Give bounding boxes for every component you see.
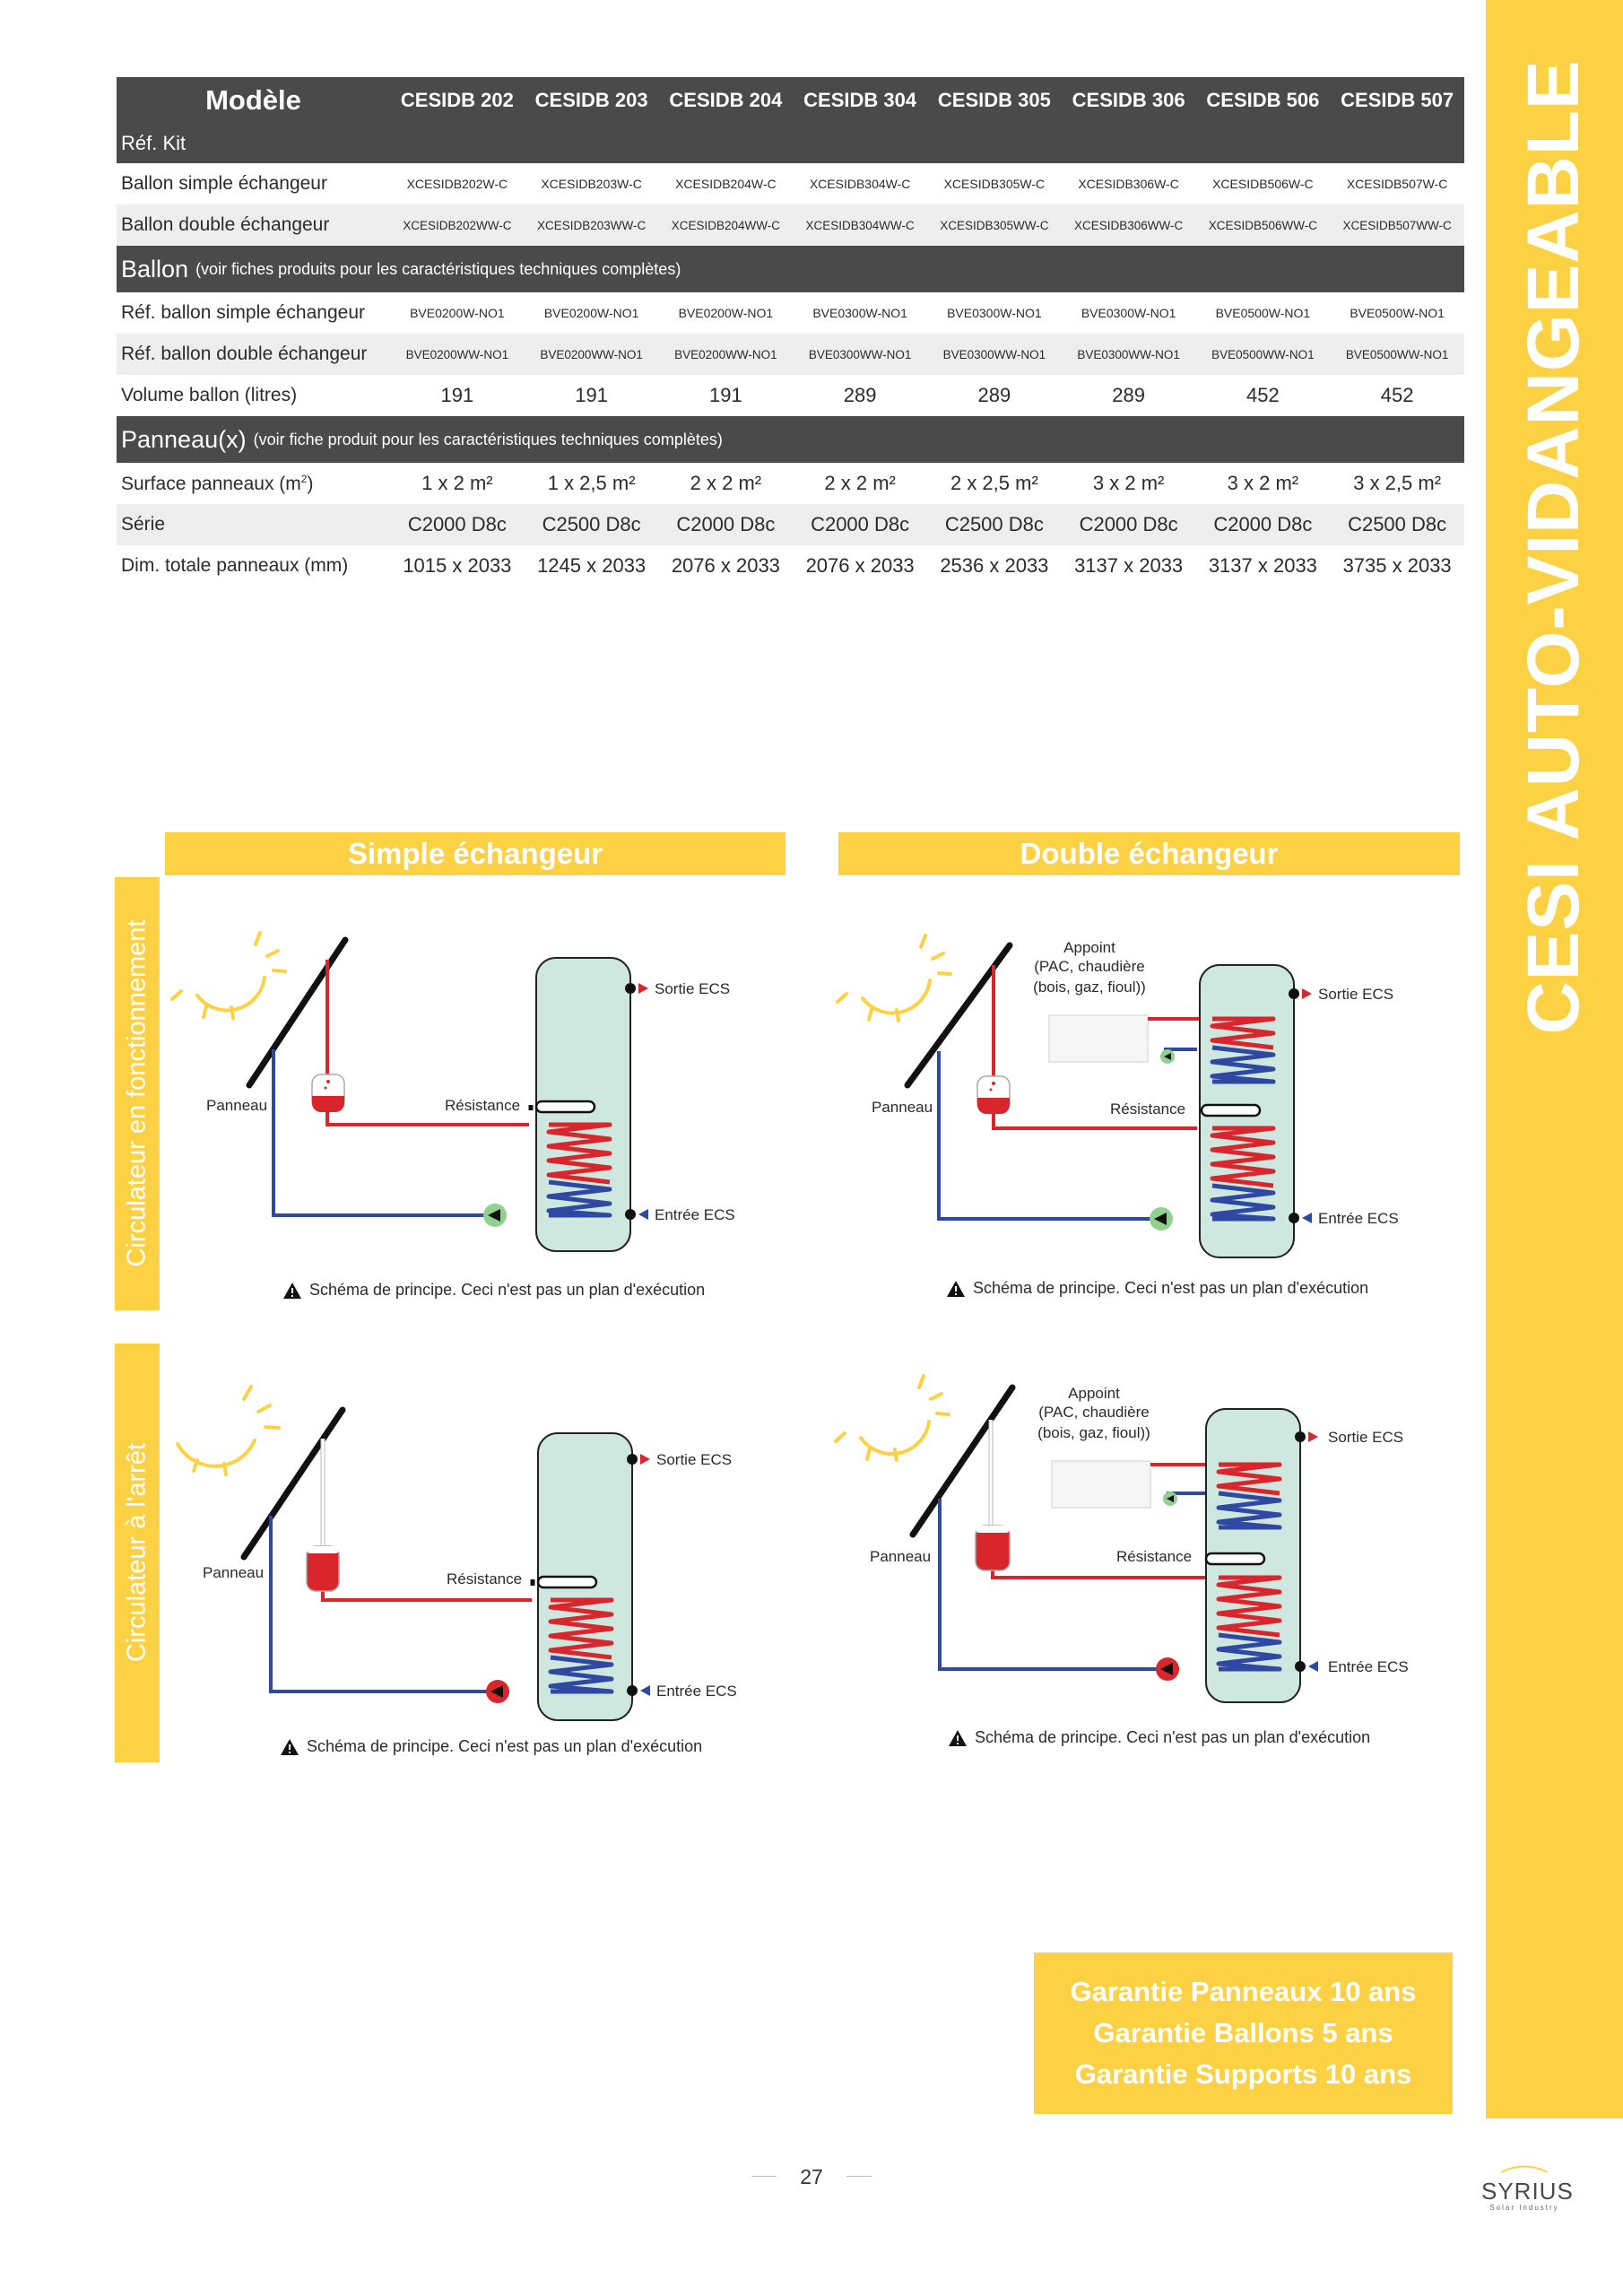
- model-header: CESIDB 203: [534, 89, 648, 111]
- schema-note: [282, 1281, 705, 1300]
- row-label: Ballon double échangeur: [121, 214, 330, 235]
- table-cell: 3137 x 2033: [1074, 554, 1184, 577]
- table-cell: XCESIDB304WW-C: [805, 218, 915, 232]
- table-cell: BVE0200W-NO1: [543, 306, 639, 320]
- table-cell: XCESIDB306WW-C: [1073, 218, 1184, 232]
- table-cell: 452: [1380, 384, 1414, 406]
- sortie-ecs-label: Sortie ECS: [655, 980, 731, 997]
- schema-note: [948, 1728, 1370, 1747]
- brand-sub: Solar Industry: [1489, 2204, 1559, 2212]
- panneau-section-note: (voir fiche produit pour les caractéristiques techniques complètes): [253, 430, 723, 448]
- table-cell: 2 x 2,5 m²: [950, 472, 1038, 494]
- hot-pipe: [323, 1589, 532, 1600]
- header-label: Modèle: [205, 84, 301, 116]
- row-label-main: Surface panneaux (m: [121, 473, 301, 494]
- table-row: [117, 463, 1464, 504]
- table-cell: BVE0500WW-NO1: [1211, 347, 1315, 361]
- ref-kit-label: Réf. Kit: [121, 132, 187, 154]
- resistance-element: [536, 1101, 595, 1112]
- table-row: [117, 545, 1464, 587]
- sun-icon: [178, 1387, 279, 1474]
- table-row: [117, 504, 1464, 545]
- table-cell: XCESIDB306W-C: [1078, 177, 1179, 191]
- stopped-label: Circulateur à l'arrêt: [122, 1442, 152, 1663]
- solar-panel: [244, 1410, 343, 1557]
- ref-kit-row: [117, 124, 1464, 163]
- resistance-element: [538, 1577, 596, 1587]
- table-cell: 191: [440, 384, 474, 406]
- resistance-label: Résistance: [447, 1570, 523, 1587]
- table-cell: BVE0500W-NO1: [1215, 306, 1311, 320]
- page-number-line-right: [846, 2176, 872, 2177]
- row-label: [117, 473, 390, 495]
- solar-panel: [913, 1387, 1012, 1535]
- resistance-element: [1202, 1105, 1260, 1116]
- table-cell: BVE0300W-NO1: [812, 306, 907, 320]
- panneau-label: Panneau: [872, 1099, 933, 1116]
- row-label-end: ): [307, 473, 314, 494]
- brand-logo: [1481, 2161, 1574, 2212]
- table-cell: XCESIDB202W-C: [406, 177, 508, 191]
- table-row: [117, 375, 1464, 416]
- appoint-boiler: [1052, 1461, 1150, 1508]
- table-cell: XCESIDB507WW-C: [1342, 218, 1452, 232]
- double-echangeur-header: Double échangeur: [838, 832, 1460, 875]
- resistance-label: Résistance: [1110, 1100, 1186, 1118]
- brand-name: SYRIUS: [1481, 2178, 1574, 2205]
- expansion-vessel: [312, 1074, 344, 1112]
- page-number: 27: [800, 2165, 823, 2188]
- pump-on-icon: [1150, 1207, 1173, 1231]
- ballon-section-row: [117, 246, 1464, 292]
- expansion-vessel: [307, 1546, 339, 1591]
- diagram-simple-running: [161, 906, 771, 1283]
- table-cell: BVE0200W-NO1: [678, 306, 774, 320]
- row-label: Volume ballon (litres): [121, 385, 298, 405]
- running-label: Circulateur en fonctionnement: [122, 919, 152, 1267]
- table-cell: 452: [1246, 384, 1280, 406]
- schema-note-text: Schéma de principe. Ceci n'est pas un plan d'exécution: [309, 1281, 706, 1299]
- table-cell: C2000 D8c: [407, 513, 507, 535]
- appoint-detail-1: (PAC, chaudière: [1038, 1404, 1150, 1421]
- panneau-label: Panneau: [206, 1097, 268, 1114]
- table-header-row: [117, 77, 1464, 124]
- warranty-supports: Garantie Supports 10 ans: [1074, 2058, 1412, 2090]
- sortie-ecs-label: Sortie ECS: [1328, 1429, 1404, 1446]
- pump-off-icon: [1156, 1657, 1179, 1681]
- model-header: CESIDB 204: [669, 89, 783, 111]
- model-header: CESIDB 304: [803, 89, 917, 111]
- expansion-vessel: [977, 1076, 1010, 1114]
- brand-arc-icon: [1497, 2164, 1551, 2173]
- sun-icon: [836, 1376, 949, 1460]
- table-cell: BVE0200WW-NO1: [674, 347, 777, 361]
- table-cell: XCESIDB506WW-C: [1208, 218, 1318, 232]
- table-cell: 1 x 2 m²: [421, 472, 493, 494]
- table-cell: C2000 D8c: [676, 513, 776, 535]
- cold-pipe: [940, 1499, 1167, 1669]
- pump-off-icon: [486, 1680, 509, 1703]
- resistance-label: Résistance: [1116, 1548, 1193, 1565]
- row-label-sup: 2: [300, 472, 308, 485]
- table-cell: 1245 x 2033: [537, 554, 647, 577]
- table-cell: 2076 x 2033: [671, 554, 780, 577]
- table-cell: 2 x 2 m²: [690, 472, 762, 494]
- table-cell: XCESIDB305W-C: [943, 177, 1046, 191]
- appoint-detail-2: (bois, gaz, fioul)): [1033, 978, 1146, 996]
- schema-note: [946, 1279, 1368, 1298]
- row-label: Dim. totale panneaux (mm): [121, 555, 349, 576]
- cold-pipe: [939, 1051, 1161, 1219]
- row-label: Réf. ballon double échangeur: [121, 344, 368, 364]
- table-cell: 289: [977, 384, 1011, 406]
- schema-note-text: Schéma de principe. Ceci n'est pas un plan d'exécution: [973, 1279, 1369, 1297]
- table-cell: XCESIDB202WW-C: [403, 218, 512, 232]
- table-cell: BVE0200WW-NO1: [405, 347, 509, 361]
- model-header: CESIDB 306: [1072, 89, 1185, 111]
- table-cell: 2076 x 2033: [805, 554, 915, 577]
- diagram-double-running: [825, 906, 1453, 1283]
- model-header: CESIDB 202: [400, 89, 514, 111]
- table-cell: XCESIDB203W-C: [541, 177, 642, 191]
- table-cell: XCESIDB304W-C: [809, 177, 911, 191]
- diagram-simple-stopped: [161, 1363, 771, 1740]
- entree-ecs-label: Entrée ECS: [655, 1206, 735, 1223]
- table-cell: 289: [843, 384, 877, 406]
- row-label: Série: [121, 514, 166, 535]
- table-cell: 3735 x 2033: [1342, 554, 1452, 577]
- sortie-ecs-label: Sortie ECS: [656, 1451, 733, 1468]
- page-number-line-left: [751, 2176, 777, 2177]
- table-cell: C2000 D8c: [1079, 513, 1178, 535]
- appoint-boiler: [1049, 1015, 1148, 1062]
- warning-icon: [946, 1280, 966, 1298]
- sun-icon: [838, 935, 950, 1021]
- table-cell: BVE0200WW-NO1: [540, 347, 643, 361]
- table-cell: BVE0300WW-NO1: [808, 347, 912, 361]
- table-cell: 1015 x 2033: [403, 554, 512, 577]
- table-cell: C2500 D8c: [944, 513, 1044, 535]
- warranty-panneaux: Garantie Panneaux 10 ans: [1070, 1976, 1417, 2007]
- sortie-ecs-label: Sortie ECS: [1318, 986, 1394, 1003]
- solar-panel: [249, 940, 345, 1085]
- panneau-section-row: [117, 416, 1464, 463]
- appoint-detail-2: (bois, gaz, fioul)): [1037, 1424, 1150, 1441]
- row-label: Réf. ballon simple échangeur: [121, 302, 365, 323]
- table-cell: XCESIDB506W-C: [1212, 177, 1314, 191]
- table-cell: XCESIDB203WW-C: [536, 218, 647, 232]
- appoint-detail-1: (PAC, chaudière: [1034, 958, 1145, 975]
- ballon-section-title: Ballon: [121, 255, 189, 283]
- entree-ecs-label: Entrée ECS: [1318, 1210, 1399, 1227]
- hot-pipe: [993, 1569, 1206, 1578]
- schema-note: [280, 1737, 702, 1756]
- resistance-label: Résistance: [445, 1097, 521, 1114]
- model-header: CESIDB 507: [1341, 89, 1454, 111]
- table-cell: 3137 x 2033: [1208, 554, 1317, 577]
- model-header: CESIDB 506: [1206, 89, 1320, 111]
- schema-note-text: Schéma de principe. Ceci n'est pas un plan d'exécution: [975, 1728, 1371, 1746]
- table-row: [117, 163, 1464, 204]
- table-cell: C2500 D8c: [542, 513, 641, 535]
- table-cell: 2 x 2 m²: [824, 472, 896, 494]
- table-cell: 289: [1112, 384, 1145, 406]
- table-cell: XCESIDB507W-C: [1346, 177, 1448, 191]
- panneau-label: Panneau: [203, 1564, 265, 1581]
- table-cell: BVE0200W-NO1: [410, 306, 505, 320]
- table-cell: BVE0300W-NO1: [1081, 306, 1176, 320]
- table-cell: XCESIDB305WW-C: [940, 218, 1049, 232]
- cold-pipe: [271, 1516, 498, 1692]
- diagram-double-stopped: [825, 1350, 1453, 1726]
- table-cell: 191: [575, 384, 608, 406]
- resistance-element: [1206, 1553, 1264, 1564]
- warning-icon: [282, 1282, 302, 1300]
- warning-icon: [948, 1729, 968, 1747]
- table-cell: XCESIDB204WW-C: [671, 218, 781, 232]
- table-cell: XCESIDB204W-C: [675, 177, 777, 191]
- pump-on-icon: [483, 1204, 507, 1227]
- ballon-section-note: (voir fiches produits pour les caractéristiques techniques complètes): [195, 259, 681, 278]
- table-row: [117, 292, 1464, 334]
- spec-table: [117, 77, 1464, 587]
- table-cell: 3 x 2,5 m²: [1353, 472, 1442, 494]
- expansion-vessel: [976, 1526, 1010, 1570]
- table-cell: BVE0500W-NO1: [1350, 306, 1445, 320]
- warranty-box: [1034, 1952, 1453, 2114]
- table-cell: BVE0300W-NO1: [947, 306, 1042, 320]
- panneau-section-title: Panneau(x): [121, 425, 247, 453]
- model-header: CESIDB 305: [937, 89, 1051, 111]
- panneau-label: Panneau: [870, 1548, 932, 1565]
- appoint-label: Appoint: [1063, 939, 1115, 956]
- appoint-label: Appoint: [1068, 1385, 1120, 1402]
- table-cell: BVE0500WW-NO1: [1345, 347, 1449, 361]
- table-cell: C2000 D8c: [811, 513, 910, 535]
- table-cell: 3 x 2 m²: [1227, 472, 1299, 494]
- table-cell: BVE0300WW-NO1: [942, 347, 1046, 361]
- table-cell: 2536 x 2033: [940, 554, 1049, 577]
- cold-pipe: [273, 1049, 495, 1215]
- row-label: Ballon simple échangeur: [121, 173, 327, 194]
- schema-note-text: Schéma de principe. Ceci n'est pas un plan d'exécution: [307, 1737, 703, 1755]
- table-cell: 3 x 2 m²: [1092, 472, 1165, 494]
- table-cell: 191: [709, 384, 742, 406]
- entree-ecs-label: Entrée ECS: [656, 1683, 737, 1700]
- side-title: CESI AUTO-VIDANGEABLE: [1513, 59, 1594, 1035]
- table-cell: BVE0300WW-NO1: [1077, 347, 1180, 361]
- warning-icon: [280, 1738, 299, 1756]
- table-cell: C2500 D8c: [1348, 513, 1447, 535]
- table-cell: 1 x 2,5 m²: [547, 472, 636, 494]
- table-row: [117, 334, 1464, 375]
- entree-ecs-label: Entrée ECS: [1328, 1658, 1409, 1675]
- table-cell: C2000 D8c: [1213, 513, 1313, 535]
- table-row: [117, 204, 1464, 246]
- warranty-ballons: Garantie Ballons 5 ans: [1093, 2017, 1393, 2048]
- simple-echangeur-header: Simple échangeur: [165, 832, 785, 875]
- sun-icon: [172, 933, 285, 1018]
